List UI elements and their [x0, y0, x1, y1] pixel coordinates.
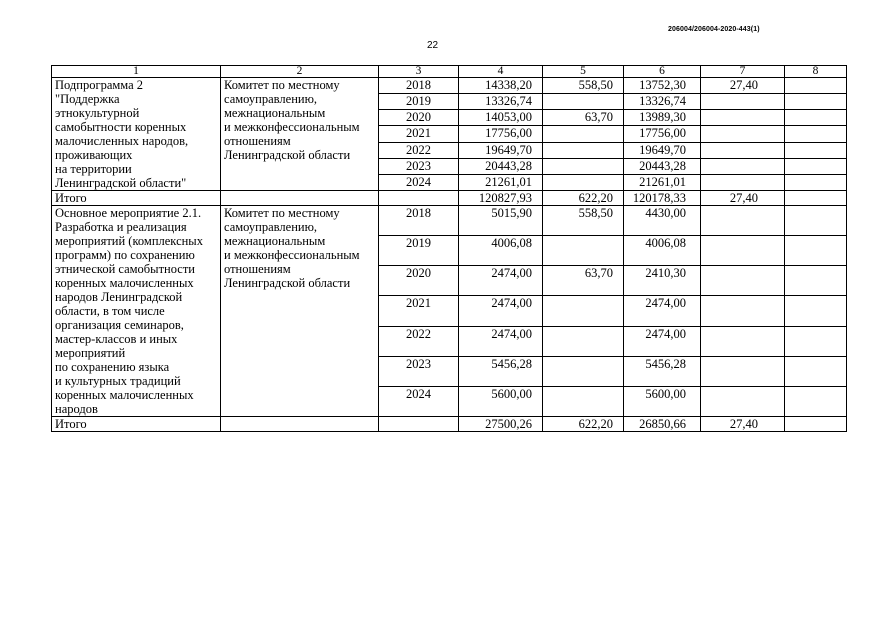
- local-amount-cell: [701, 142, 785, 158]
- local-amount-cell: 27,40: [701, 417, 785, 432]
- federal-amount-cell: [543, 236, 624, 266]
- regional-amount-cell: 21261,01: [624, 174, 701, 190]
- program-title-line: этнической самобытности: [55, 262, 195, 276]
- responsible-line: Комитет по местному: [224, 78, 340, 92]
- empty-cell: [379, 191, 459, 206]
- program-title: [52, 206, 221, 417]
- program-title-line: Разработка и реализация: [55, 220, 187, 234]
- regional-amount-cell: 13752,30: [624, 78, 701, 94]
- responsible-line: и межконфессиональным: [224, 248, 360, 262]
- federal-amount-cell: [543, 158, 624, 174]
- year-cell: 2023: [379, 158, 459, 174]
- program-title-line: мероприятий: [55, 346, 126, 360]
- empty-cell: [379, 417, 459, 432]
- other-amount-cell: [785, 126, 847, 142]
- empty-cell: [221, 417, 379, 432]
- total-amount-cell: 14338,20: [459, 78, 543, 94]
- responsible-line: самоуправлению,: [224, 220, 318, 234]
- total-amount-cell: 120827,93: [459, 191, 543, 206]
- year-cell: 2024: [379, 174, 459, 190]
- federal-amount-cell: [543, 174, 624, 190]
- federal-amount-cell: [543, 326, 624, 356]
- column-header: 2: [221, 66, 379, 78]
- total-amount-cell: 4006,08: [459, 236, 543, 266]
- responsible-body: [221, 206, 379, 417]
- other-amount-cell: [785, 191, 847, 206]
- other-amount-cell: [785, 356, 847, 386]
- federal-amount-cell: 622,20: [543, 417, 624, 432]
- responsible-line: Ленинградской области: [224, 148, 351, 162]
- federal-amount-cell: 63,70: [543, 110, 624, 126]
- year-cell: 2020: [379, 266, 459, 296]
- program-title-line: мастер-классов и иных: [55, 332, 178, 346]
- year-cell: 2021: [379, 126, 459, 142]
- column-header: 5: [543, 66, 624, 78]
- program-title: [52, 78, 221, 191]
- year-cell: 2018: [379, 206, 459, 236]
- other-amount-cell: [785, 158, 847, 174]
- total-label: Итого: [52, 417, 221, 432]
- total-amount-cell: 5015,90: [459, 206, 543, 236]
- federal-amount-cell: 558,50: [543, 78, 624, 94]
- program-title-line: области, в том числе: [55, 304, 165, 318]
- responsible-body: [221, 78, 379, 191]
- responsible-line: и межконфессиональным: [224, 120, 360, 134]
- year-cell: 2020: [379, 110, 459, 126]
- regional-amount-cell: 4006,08: [624, 236, 701, 266]
- program-title-line: самобытности коренных: [55, 120, 187, 134]
- document-id: 206004/206004-2020-443(1): [668, 26, 760, 33]
- year-cell: 2024: [379, 386, 459, 416]
- federal-amount-cell: [543, 356, 624, 386]
- total-label: Итого: [52, 191, 221, 206]
- local-amount-cell: [701, 174, 785, 190]
- local-amount-cell: [701, 356, 785, 386]
- federal-amount-cell: 558,50: [543, 206, 624, 236]
- total-amount-cell: 5600,00: [459, 386, 543, 416]
- empty-cell: [221, 191, 379, 206]
- program-title-line: Подпрограмма 2: [55, 78, 144, 92]
- year-cell: 2019: [379, 94, 459, 110]
- local-amount-cell: [701, 326, 785, 356]
- column-header-row: [52, 66, 847, 78]
- regional-amount-cell: 120178,33: [624, 191, 701, 206]
- program-title-line: малочисленных народов,: [55, 134, 189, 148]
- responsible-line: Ленинградской области: [224, 276, 351, 290]
- year-cell: 2021: [379, 296, 459, 326]
- local-amount-cell: [701, 266, 785, 296]
- federal-amount-cell: [543, 296, 624, 326]
- federal-amount-cell: [543, 142, 624, 158]
- local-amount-cell: 27,40: [701, 78, 785, 94]
- program-title-line: по сохранению языка: [55, 360, 170, 374]
- other-amount-cell: [785, 417, 847, 432]
- column-header: 3: [379, 66, 459, 78]
- total-amount-cell: 17756,00: [459, 126, 543, 142]
- total-amount-cell: 5456,28: [459, 356, 543, 386]
- regional-amount-cell: 17756,00: [624, 126, 701, 142]
- regional-amount-cell: 5600,00: [624, 386, 701, 416]
- regional-amount-cell: 20443,28: [624, 158, 701, 174]
- year-cell: 2018: [379, 78, 459, 94]
- federal-amount-cell: [543, 386, 624, 416]
- other-amount-cell: [785, 174, 847, 190]
- page-number: 22: [427, 40, 439, 51]
- program-title-line: этнокультурной: [55, 106, 140, 120]
- responsible-line: межнациональным: [224, 106, 326, 120]
- local-amount-cell: [701, 94, 785, 110]
- regional-amount-cell: 2474,00: [624, 296, 701, 326]
- regional-amount-cell: 26850,66: [624, 417, 701, 432]
- total-amount-cell: 27500,26: [459, 417, 543, 432]
- regional-amount-cell: 13989,30: [624, 110, 701, 126]
- column-header: 7: [701, 66, 785, 78]
- year-cell: 2019: [379, 236, 459, 266]
- total-amount-cell: 13326,74: [459, 94, 543, 110]
- local-amount-cell: [701, 126, 785, 142]
- local-amount-cell: 27,40: [701, 191, 785, 206]
- responsible-line: межнациональным: [224, 234, 326, 248]
- local-amount-cell: [701, 296, 785, 326]
- regional-amount-cell: 13326,74: [624, 94, 701, 110]
- local-amount-cell: [701, 158, 785, 174]
- other-amount-cell: [785, 326, 847, 356]
- regional-amount-cell: 2410,30: [624, 266, 701, 296]
- total-amount-cell: 19649,70: [459, 142, 543, 158]
- program-title-line: народов: [55, 402, 98, 416]
- program-title-line: и культурных традиций: [55, 374, 181, 388]
- year-cell: 2023: [379, 356, 459, 386]
- total-amount-cell: 20443,28: [459, 158, 543, 174]
- budget-table: [51, 65, 847, 432]
- year-cell: 2022: [379, 142, 459, 158]
- program-title-line: народов Ленинградской: [55, 290, 183, 304]
- total-amount-cell: 21261,01: [459, 174, 543, 190]
- total-row: [52, 191, 847, 206]
- local-amount-cell: [701, 386, 785, 416]
- column-header: 1: [52, 66, 221, 78]
- program-title-line: программ) по сохранению: [55, 248, 195, 262]
- program-title-line: на территории: [55, 162, 132, 176]
- program-title-line: проживающих: [55, 148, 133, 162]
- other-amount-cell: [785, 110, 847, 126]
- total-amount-cell: 2474,00: [459, 266, 543, 296]
- program-title-line: "Поддержка: [55, 92, 120, 106]
- responsible-line: самоуправлению,: [224, 92, 318, 106]
- year-cell: 2022: [379, 326, 459, 356]
- other-amount-cell: [785, 296, 847, 326]
- program-title-line: коренных малочисленных: [55, 388, 194, 402]
- program-title-line: Ленинградской области": [55, 176, 187, 190]
- local-amount-cell: [701, 110, 785, 126]
- total-row: [52, 417, 847, 432]
- column-header: 4: [459, 66, 543, 78]
- local-amount-cell: [701, 236, 785, 266]
- total-amount-cell: 2474,00: [459, 326, 543, 356]
- other-amount-cell: [785, 236, 847, 266]
- regional-amount-cell: 19649,70: [624, 142, 701, 158]
- total-amount-cell: 2474,00: [459, 296, 543, 326]
- responsible-line: Комитет по местному: [224, 206, 340, 220]
- total-amount-cell: 14053,00: [459, 110, 543, 126]
- regional-amount-cell: 2474,00: [624, 326, 701, 356]
- program-title-line: организация семинаров,: [55, 318, 184, 332]
- regional-amount-cell: 5456,28: [624, 356, 701, 386]
- federal-amount-cell: [543, 94, 624, 110]
- regional-amount-cell: 4430,00: [624, 206, 701, 236]
- program-title-line: коренных малочисленных: [55, 276, 194, 290]
- other-amount-cell: [785, 266, 847, 296]
- other-amount-cell: [785, 78, 847, 94]
- federal-amount-cell: 622,20: [543, 191, 624, 206]
- other-amount-cell: [785, 386, 847, 416]
- program-title-line: мероприятий (комплексных: [55, 234, 203, 248]
- other-amount-cell: [785, 206, 847, 236]
- program-title-line: Основное мероприятие 2.1.: [55, 206, 202, 220]
- table-row: [52, 206, 847, 236]
- responsible-line: отношениям: [224, 262, 291, 276]
- other-amount-cell: [785, 142, 847, 158]
- responsible-line: отношениям: [224, 134, 291, 148]
- federal-amount-cell: [543, 126, 624, 142]
- column-header: 6: [624, 66, 701, 78]
- other-amount-cell: [785, 94, 847, 110]
- federal-amount-cell: 63,70: [543, 266, 624, 296]
- local-amount-cell: [701, 206, 785, 236]
- table-row: [52, 78, 847, 94]
- column-header: 8: [785, 66, 847, 78]
